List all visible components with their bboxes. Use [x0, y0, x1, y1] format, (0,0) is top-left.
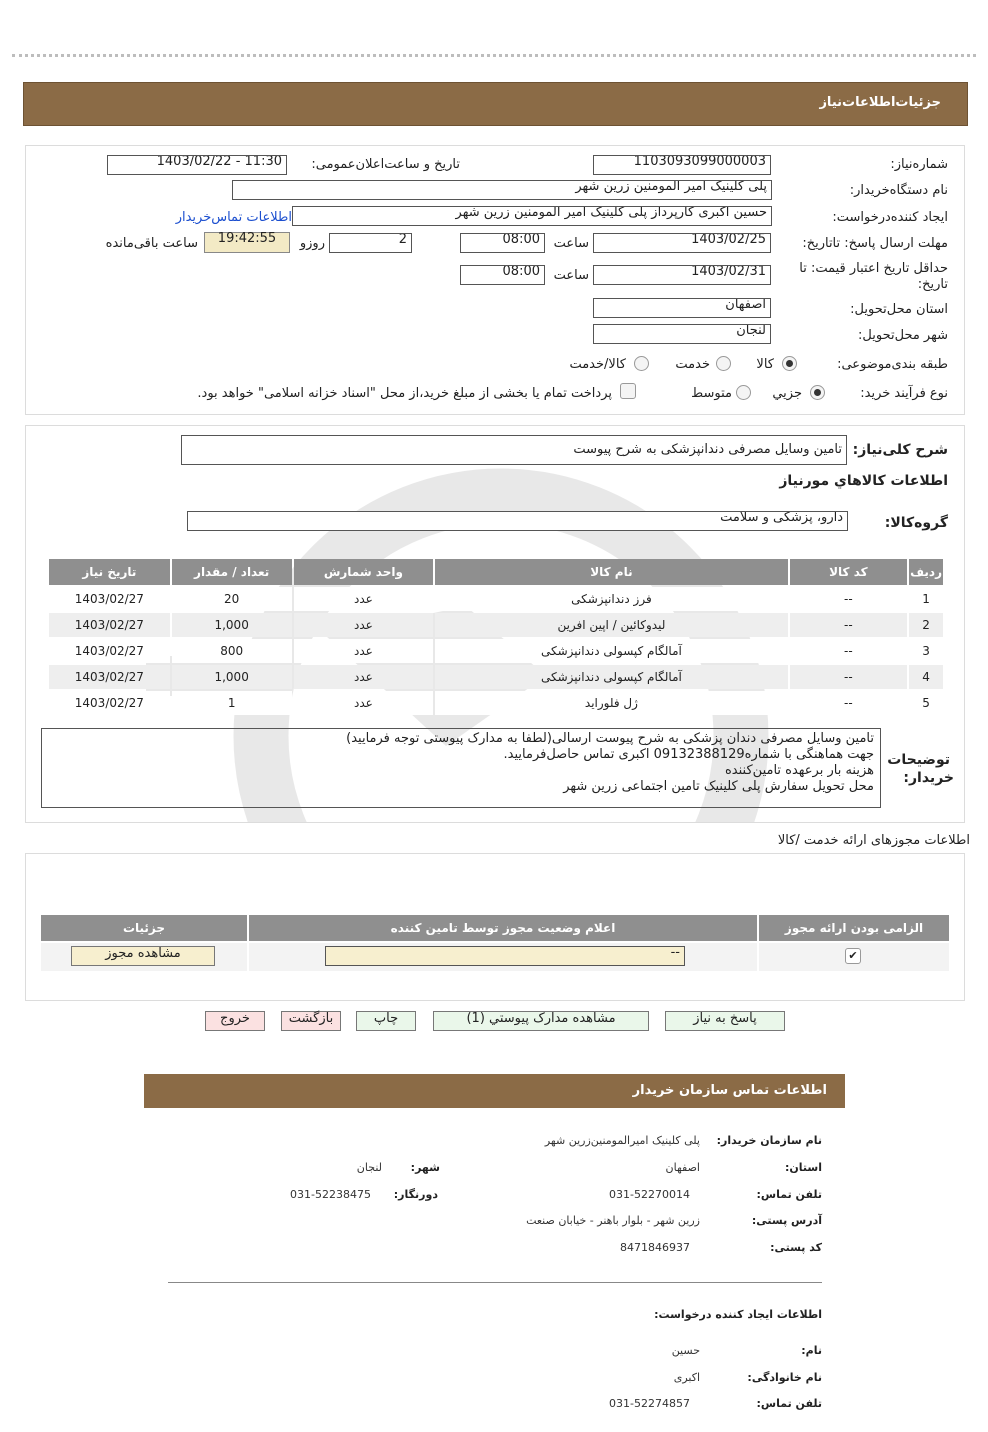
buyer-org-label: نام دستگاه‌خریدار:	[849, 183, 948, 198]
need-number-field[interactable]: 1103093099000003	[593, 155, 771, 175]
print-button[interactable]: چاپ	[356, 1011, 416, 1031]
items-table-header	[49, 559, 943, 585]
cell-code: --	[790, 613, 908, 637]
contact-province-label: استان:	[785, 1161, 822, 1174]
contact-city-value: لنجان	[356, 1161, 382, 1174]
cell-name: فرز دندانپزشکی	[435, 587, 787, 611]
top-separator	[12, 54, 976, 57]
cell-code: --	[790, 691, 908, 715]
summary-field[interactable]: تامین وسایل مصرفی دندانپزشکی به شرح پیوست	[181, 435, 847, 465]
cell-date: 1403/02/27	[49, 691, 170, 715]
buyer-contact-link[interactable]: اطلاعات تماس‌خریدار	[175, 210, 292, 225]
need-number-label: شماره‌نیاز:	[890, 157, 948, 172]
city-label: شهر محل‌تحویل:	[858, 328, 948, 343]
group-field[interactable]: دارو، پزشکی و سلامت	[187, 511, 848, 531]
cell-row: 2	[909, 613, 943, 637]
col-permit-details: جزئیات	[41, 915, 247, 941]
creator-name-label: نام:	[801, 1344, 822, 1357]
permits-title: اطلاعات مجوزهای ارائه خدمت /کالا	[777, 833, 970, 848]
process-label: نوع فرآیند خرید:	[860, 386, 948, 401]
deadline-label: مهلت ارسال پاسخ: تاتاریخ:	[802, 236, 948, 251]
permits-table-header	[41, 915, 949, 941]
attachments-button[interactable]: مشاهده مدارک پیوستي (1)	[433, 1011, 649, 1031]
cell-code: --	[790, 665, 908, 689]
creator-label: ایجاد کننده‌درخواست:	[832, 210, 948, 225]
table-row	[49, 691, 943, 715]
cell-unit: عدد	[294, 639, 434, 663]
permit-status-field[interactable]: --	[325, 946, 685, 966]
cell-code: --	[790, 639, 908, 663]
validity-time-label: ساعت	[553, 268, 589, 283]
cell-code: --	[790, 587, 908, 611]
permit-status-cell	[249, 943, 757, 971]
cell-name: آمالگام کپسولی دندانپزشکی	[435, 665, 787, 689]
table-row	[49, 613, 943, 637]
contact-address-value: زرین شهر - بلوار باهنر - خیابان صنعت	[526, 1214, 700, 1227]
cell-qty: 1,000	[172, 665, 292, 689]
radio-category-service[interactable]	[716, 356, 731, 371]
summary-label: شرح کلی‌نیاز:	[852, 442, 948, 458]
back-button[interactable]: بازگشت	[281, 1011, 341, 1031]
creator-family-label: نام خانوادگی:	[747, 1371, 822, 1384]
cell-row: 5	[909, 691, 943, 715]
cell-date: 1403/02/27	[49, 613, 170, 637]
goods-info-header: اطلاعات کالاهاي مورنياز	[779, 473, 948, 489]
contact-org-label: نام سازمان خریدار:	[716, 1134, 822, 1147]
contact-divider	[168, 1282, 822, 1283]
col-code: کد کالا	[790, 559, 908, 585]
col-permit-required: الزامی بودن ارائه مجوز	[759, 915, 949, 941]
page-header-bar	[23, 82, 968, 126]
creator-name-value: حسین	[671, 1344, 700, 1357]
buyer-notes[interactable]: تامین وسایل مصرفی دندان پزشکی به شرح پیوست ارسالی(لطفا به مدارک پیوستی توجه فرمایید) جهت هماهنگی با شماره09132388129 اکبری تماس حاصل‌فرمایید. هزینه بار برعهده تامین‌کننده محل تحویل سفارش پلی کلینیک تامین اجتماعی زرین شهر	[41, 728, 881, 808]
items-table	[47, 557, 945, 717]
creator-info-header: اطلاعات ایجاد کننده درخواست:	[654, 1308, 822, 1321]
table-row	[49, 639, 943, 663]
cell-row: 1	[909, 587, 943, 611]
remaining-label: ساعت باقی‌مانده	[105, 236, 198, 251]
table-row	[49, 665, 943, 689]
reply-button[interactable]: پاسخ به نیاز	[665, 1011, 785, 1031]
contact-header-title: اطلاعات تماس سازمان خریدار	[632, 1083, 827, 1098]
col-unit: واحد شمارش	[294, 559, 434, 585]
deadline-date-field[interactable]: 1403/02/25	[593, 233, 771, 253]
category-goods-label: کالا	[756, 357, 774, 372]
process-medium-label: متوسط	[691, 386, 732, 401]
cell-date: 1403/02/27	[49, 639, 170, 663]
cell-unit: عدد	[294, 691, 434, 715]
col-permit-status: اعلام وضعیت مجوز توسط تامین کننده	[249, 915, 757, 941]
days-label: روزو	[299, 236, 325, 251]
contact-header-bar	[144, 1074, 845, 1108]
category-both-label: کالا/خدمت	[569, 357, 626, 372]
table-row	[49, 587, 943, 611]
col-row: ردیف	[909, 559, 943, 585]
radio-process-medium[interactable]	[736, 385, 751, 400]
category-label: طبقه بندی‌موضوعی:	[837, 357, 948, 372]
col-date: تاریخ نیاز	[49, 559, 170, 585]
cell-name: لیدوکائین / اپین افرین	[435, 613, 787, 637]
buyer-org-field[interactable]: پلی کلینیک امیر المومنین زرین شهر	[232, 180, 772, 200]
cell-row: 4	[909, 665, 943, 689]
announce-field[interactable]: 1403/02/22 - 11:30	[107, 155, 287, 175]
remaining-timer: 19:42:55	[204, 232, 290, 253]
province-label: استان محل‌تحویل:	[850, 302, 948, 317]
radio-category-both[interactable]	[634, 356, 649, 371]
col-qty: تعداد / مقدار	[172, 559, 292, 585]
page-header-title: جزئیات‌اطلاعات‌نیاز	[819, 95, 941, 110]
permit-required-checkbox[interactable]: ✔	[845, 948, 861, 964]
contact-org-value: پلی کلینیک امیرالمومنین‌زرین شهر	[544, 1134, 700, 1147]
contact-province-value: اصفهان	[665, 1161, 700, 1174]
creator-phone-value: 031-52274857	[609, 1397, 690, 1410]
process-minor-label: جزیي	[772, 386, 802, 401]
cell-unit: عدد	[294, 613, 434, 637]
creator-field[interactable]: حسین اکبری کارپرداز پلی کلینیک امیر المومنین زرین شهر	[292, 206, 772, 226]
creator-family-value: اکبری	[673, 1371, 700, 1384]
permits-table	[39, 913, 951, 973]
col-name: نام کالا	[435, 559, 787, 585]
cell-qty: 1,000	[172, 613, 292, 637]
category-service-label: خدمت	[675, 357, 710, 372]
cell-date: 1403/02/27	[49, 665, 170, 689]
cell-qty: 20	[172, 587, 292, 611]
cell-name: آمالگام کپسولی دندانپزشکی	[435, 639, 787, 663]
view-permit-button[interactable]: مشاهده مجوز	[71, 946, 215, 966]
contact-postal-label: کد پستی:	[770, 1241, 822, 1254]
days-field[interactable]: 2	[329, 233, 412, 253]
deadline-time-label: ساعت	[553, 236, 589, 251]
contact-address-label: آدرس پستی:	[751, 1214, 822, 1227]
contact-fax-label: دورنگار:	[393, 1188, 438, 1201]
city-field[interactable]: لنجان	[593, 324, 771, 344]
validity-date-field[interactable]: 1403/02/31	[593, 265, 771, 285]
permit-required-cell	[759, 943, 949, 971]
cell-qty: 800	[172, 639, 292, 663]
permit-details-cell	[41, 943, 247, 971]
treasury-checkbox[interactable]	[620, 383, 636, 399]
radio-process-minor[interactable]	[810, 385, 825, 400]
notes-label-line1: توضیحات	[887, 752, 950, 768]
contact-city-label: شهر:	[410, 1161, 440, 1174]
contact-fax-value: 031-52238475	[290, 1188, 371, 1201]
validity-label: حداقل تاریخ اعتبار قیمت: تا تاریخ:	[799, 261, 948, 292]
cell-row: 3	[909, 639, 943, 663]
notes-label-line2: خریدار:	[903, 770, 954, 786]
cell-unit: عدد	[294, 665, 434, 689]
deadline-time-field[interactable]: 08:00	[460, 233, 545, 253]
exit-button[interactable]: خروج	[205, 1011, 265, 1031]
cell-name: ژل فلوراید	[435, 691, 787, 715]
radio-category-goods[interactable]	[782, 356, 797, 371]
creator-phone-label: تلفن تماس:	[756, 1397, 822, 1410]
validity-time-field[interactable]: 08:00	[460, 265, 545, 285]
permit-row	[41, 943, 949, 971]
announce-label: تاریخ و ساعت‌اعلان‌عمومی:	[311, 157, 460, 172]
contact-postal-value: 8471846937	[620, 1241, 690, 1254]
cell-unit: عدد	[294, 587, 434, 611]
cell-qty: 1	[172, 691, 292, 715]
group-label: گروه‌کالا:	[884, 515, 948, 531]
payment-note: پرداخت تمام یا بخشی از مبلغ خرید،از محل "اسناد خزانه اسلامی" خواهد بود.	[197, 386, 612, 401]
contact-phone-label: تلفن تماس:	[756, 1188, 822, 1201]
province-field[interactable]: اصفهان	[593, 298, 771, 318]
contact-phone-value: 031-52270014	[609, 1188, 690, 1201]
cell-date: 1403/02/27	[49, 587, 170, 611]
